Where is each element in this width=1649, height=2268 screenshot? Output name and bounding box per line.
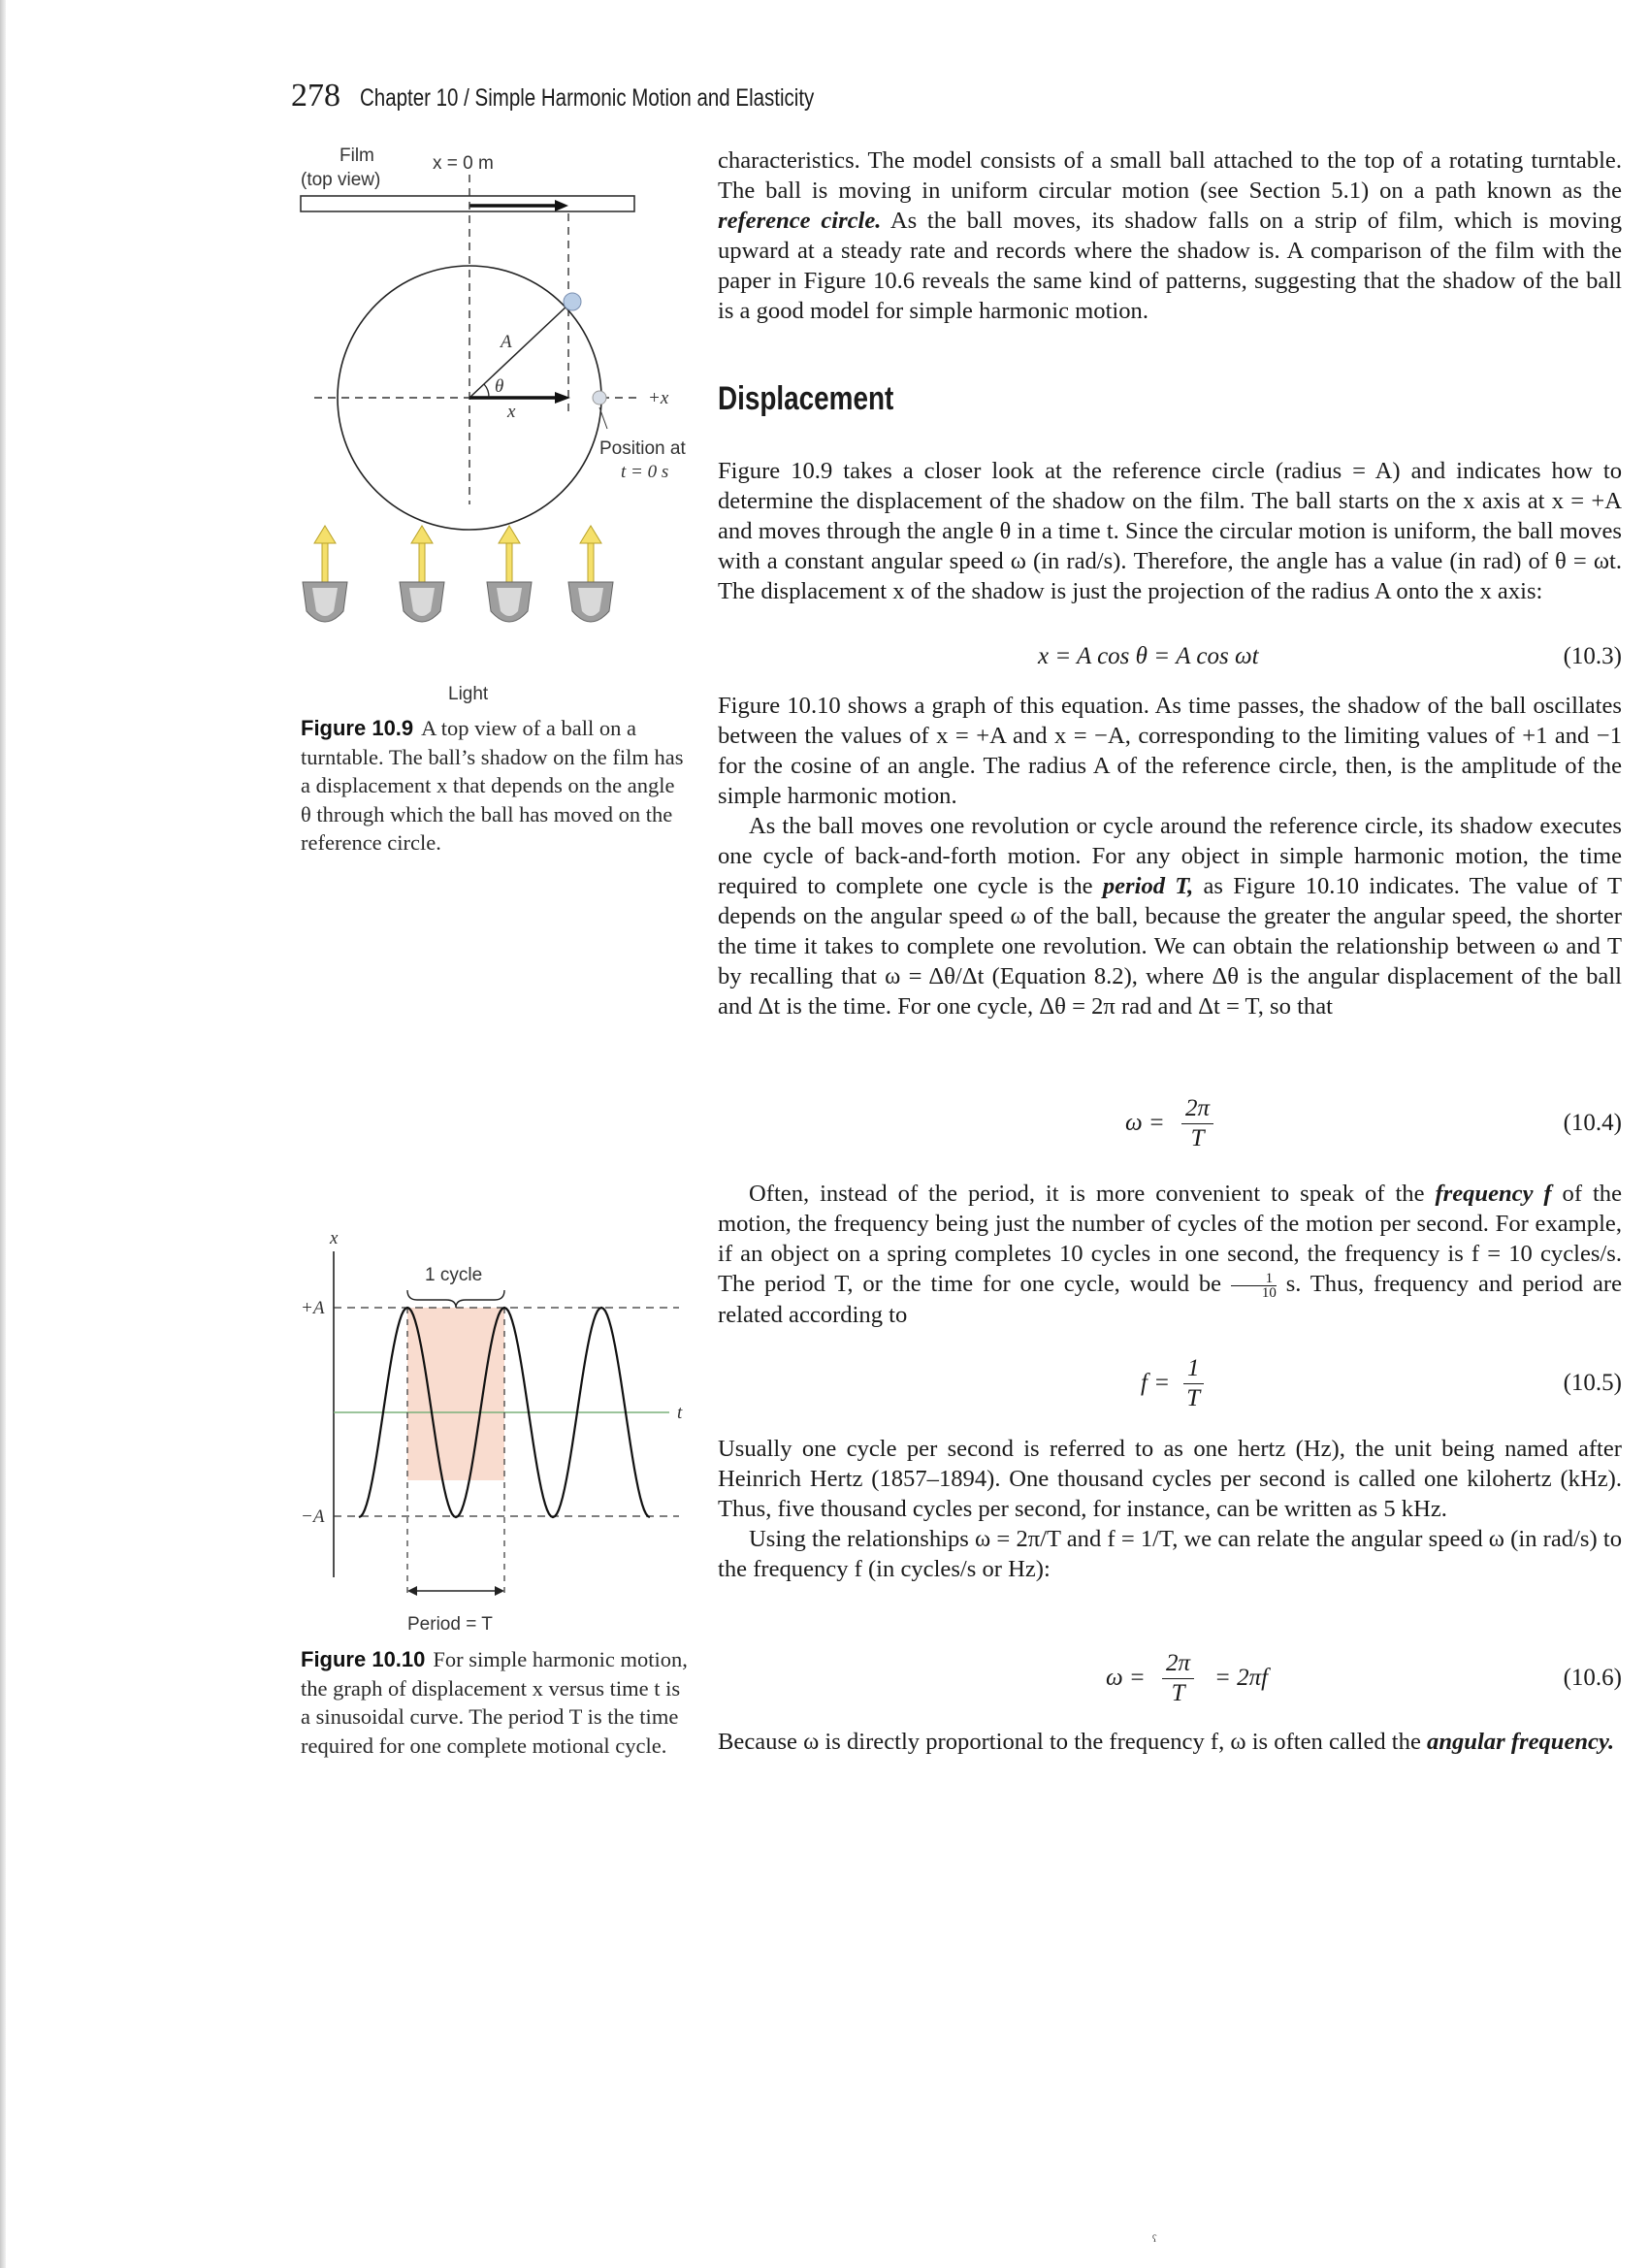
position-label: Position at	[599, 438, 686, 459]
angle-arc	[484, 384, 489, 398]
paragraph-reference-circle	[718, 146, 1622, 326]
period-label: Period = T	[407, 1614, 493, 1635]
figure-10-10-caption-label: Figure 10.10	[301, 1647, 426, 1671]
equation-10-5-number: (10.5)	[1563, 1370, 1622, 1396]
ball	[564, 293, 581, 310]
equation-10-5-fraction	[1183, 1354, 1204, 1413]
body-block-5	[718, 1434, 1622, 1584]
body-block-2	[718, 456, 1622, 606]
cycle-label: 1 cycle	[425, 1265, 483, 1285]
position-leader	[599, 407, 607, 429]
equation-10-5-denominator: T	[1186, 1385, 1201, 1411]
equation-10-5-lhs: f =	[1141, 1370, 1171, 1396]
equation-10-6-rhs: = 2πf	[1214, 1665, 1269, 1691]
paragraph-frequency	[718, 1179, 1622, 1330]
paragraph-amplitude: Figure 10.10 shows a graph of this equation. As time passes, the shadow of the ball oscillates between the values of x = +A and x = −A, corresponding to the limiting values of +1 and −1 for the cosine of an angle. The radius A of the reference circle, then, is the amplitude of the simple harmonic motion.	[718, 693, 1622, 809]
light-source-3	[487, 526, 532, 622]
equation-10-4-denominator: T	[1190, 1125, 1205, 1151]
t-axis-label: t	[677, 1403, 683, 1423]
p1-text: characteristics. The model consists of a small ball attached to the top of a rotating turntable. The ball is moving in uniform circular motion (see Section 5.1) on a path known as the	[718, 147, 1622, 204]
term-angular-frequency: angular frequency.	[1427, 1729, 1615, 1755]
section-heading-displacement: Displacement	[718, 380, 894, 417]
equation-10-6-denominator: T	[1171, 1680, 1185, 1706]
equation-10-5	[718, 1354, 1622, 1422]
term-frequency: frequency f	[1435, 1181, 1552, 1207]
equation-10-6-lhs: ω =	[1106, 1665, 1146, 1691]
paragraph-period	[718, 811, 1622, 1021]
radius-line	[469, 305, 568, 398]
ball-start-position	[593, 391, 606, 405]
one-tenth-numerator: 1	[1231, 1272, 1277, 1286]
equation-10-4	[718, 1094, 1622, 1162]
figure-10-9-caption-label: Figure 10.9	[301, 716, 414, 740]
equation-10-4-number: (10.4)	[1563, 1110, 1622, 1136]
x-zero-label: x = 0 m	[433, 153, 494, 174]
equation-10-3	[718, 643, 1622, 676]
term-period: period T,	[1102, 873, 1194, 899]
equation-10-3-body: x = A cos θ = A cos ωt	[1038, 643, 1259, 669]
paragraph-angular-frequency	[718, 1727, 1622, 1757]
paragraph-displacement: Figure 10.9 takes a closer look at the reference circle (radius = A) and indicates how to determine the displacement of the shadow on the film. The ball starts on the x axis at x = +A and moves through the angle θ in a time t. Since the circular motion is uniform, the ball moves with a constant angular speed ω (in rad/s). Therefore, the angle has a value (in rad) of θ = ωt. The displacement x of the shadow is just the projection of the radius A onto the x axis:	[718, 458, 1622, 604]
film-sublabel: (top view)	[301, 170, 381, 190]
figure-10-9-diagram	[291, 136, 708, 708]
body-block-1	[718, 146, 1622, 326]
body-block-6	[718, 1727, 1622, 1757]
footer-mark: ˤ	[1152, 2231, 1157, 2251]
page-edge	[0, 0, 6, 2268]
light-source-4	[568, 526, 613, 622]
light-source-2	[400, 526, 444, 622]
plus-a-label: +A	[301, 1298, 325, 1318]
plus-x-label: +x	[648, 388, 669, 408]
paragraph-relationships: Using the relationships ω = 2π/T and f = 1/T, we can relate the angular speed ω (in rad/s) to the frequency f (in cycles/s or Hz):	[718, 1526, 1622, 1582]
body-block-4	[718, 1179, 1622, 1330]
p4b-text: as Figure 10.10 indicates. The value of T depends on the angular speed ω of the ball, because the greater the angular speed, the shorter the time it takes to complete one revolution. We can obtain the relationship between ω and T by recalling that ω = Δθ/Δt (Equation 8.2), where Δθ is the angular displacement of the ball and Δt is the time. For one cycle, Δθ = 2π rad and Δt = T, so that	[718, 873, 1622, 1020]
light-label: Light	[448, 684, 489, 704]
period-arrow-left	[407, 1586, 417, 1596]
equation-10-6-numerator: 2π	[1162, 1649, 1194, 1679]
figure-10-9-caption-text: A top view of a ball on a turntable. The ball’s shadow on the film has a displacement x that depends on the angle θ through which the ball has moved on the reference circle.	[301, 716, 684, 855]
film-label: Film	[340, 146, 374, 166]
p4a-text: As the ball moves one revolution or cycle around the reference circle, its shadow executes one cycle of back-and-forth motion. For any object in simple harmonic motion, the time required to complete one cycle is the	[718, 813, 1622, 899]
equation-10-3-number: (10.3)	[1563, 643, 1622, 669]
position-time-label: t = 0 s	[621, 462, 669, 482]
equation-10-5-numerator: 1	[1183, 1354, 1204, 1384]
cycle-brace	[407, 1290, 504, 1308]
p5a-text: Often, instead of the period, it is more convenient to speak of the	[749, 1181, 1436, 1207]
p1b-text: As the ball moves, its shadow falls on a strip of film, which is moving upward at a steady rate and records where the shadow is. A comparison of the film with the paper in Figure 10.6 reveals the same kind of patterns, suggesting that the shadow of the ball is a good model for simple harmonic motion.	[718, 208, 1623, 324]
amplitude-label: A	[501, 332, 512, 352]
equation-10-6-number: (10.6)	[1563, 1665, 1622, 1691]
period-arrow-right	[495, 1586, 504, 1596]
equation-10-6-fraction	[1162, 1649, 1194, 1708]
term-reference-circle: reference circle.	[718, 208, 882, 234]
page-number: 278	[291, 78, 340, 113]
one-tenth-fraction	[1231, 1272, 1277, 1300]
body-block-3	[718, 691, 1622, 1021]
figure-10-10-caption-text: For simple harmonic motion, the graph of displacement x versus time t is a sinusoidal curve. The period T is the time required for one complete motional cycle.	[301, 1647, 688, 1758]
one-tenth-denominator: 10	[1261, 1284, 1277, 1301]
chapter-title: Chapter 10 / Simple Harmonic Motion and Elasticity	[360, 84, 815, 112]
figure-10-10-graph	[291, 1222, 698, 1639]
p5b-text: of the motion, the frequency being just the number of cycles of the motion per second. For example, if an object on a spring completes 10 cycles in one second, the frequency is f = 10 cycles/s. The period T, or the time for one cycle, would be	[718, 1181, 1622, 1297]
equation-10-4-numerator: 2π	[1181, 1094, 1213, 1124]
x-axis-label: x	[330, 1228, 339, 1248]
light-source-1	[303, 526, 347, 622]
angle-label: θ	[495, 376, 504, 397]
running-header	[291, 78, 914, 114]
p8a-text: Because ω is directly proportional to the frequency f, ω is often called the	[718, 1729, 1428, 1755]
equation-10-4-lhs: ω =	[1125, 1110, 1165, 1136]
x-label: x	[507, 402, 516, 422]
cycle-highlight	[407, 1308, 504, 1480]
figure-10-9-caption	[301, 714, 689, 858]
equation-10-4-fraction	[1181, 1094, 1213, 1153]
film-strip	[301, 196, 634, 211]
paragraph-hertz: Usually one cycle per second is referred to as one hertz (Hz), the unit being named after Heinrich Hertz (1857–1894). One thousand cycles per second is called one kilohertz (kHz). Thus, five thousand cycles per second, for instance, can be written as 5 kHz.	[718, 1436, 1622, 1522]
equation-10-6	[718, 1649, 1622, 1717]
minus-a-label: −A	[301, 1507, 325, 1527]
figure-10-10-caption	[301, 1645, 689, 1760]
p5c-text: s. Thus, frequency and period are related according to	[718, 1271, 1622, 1328]
